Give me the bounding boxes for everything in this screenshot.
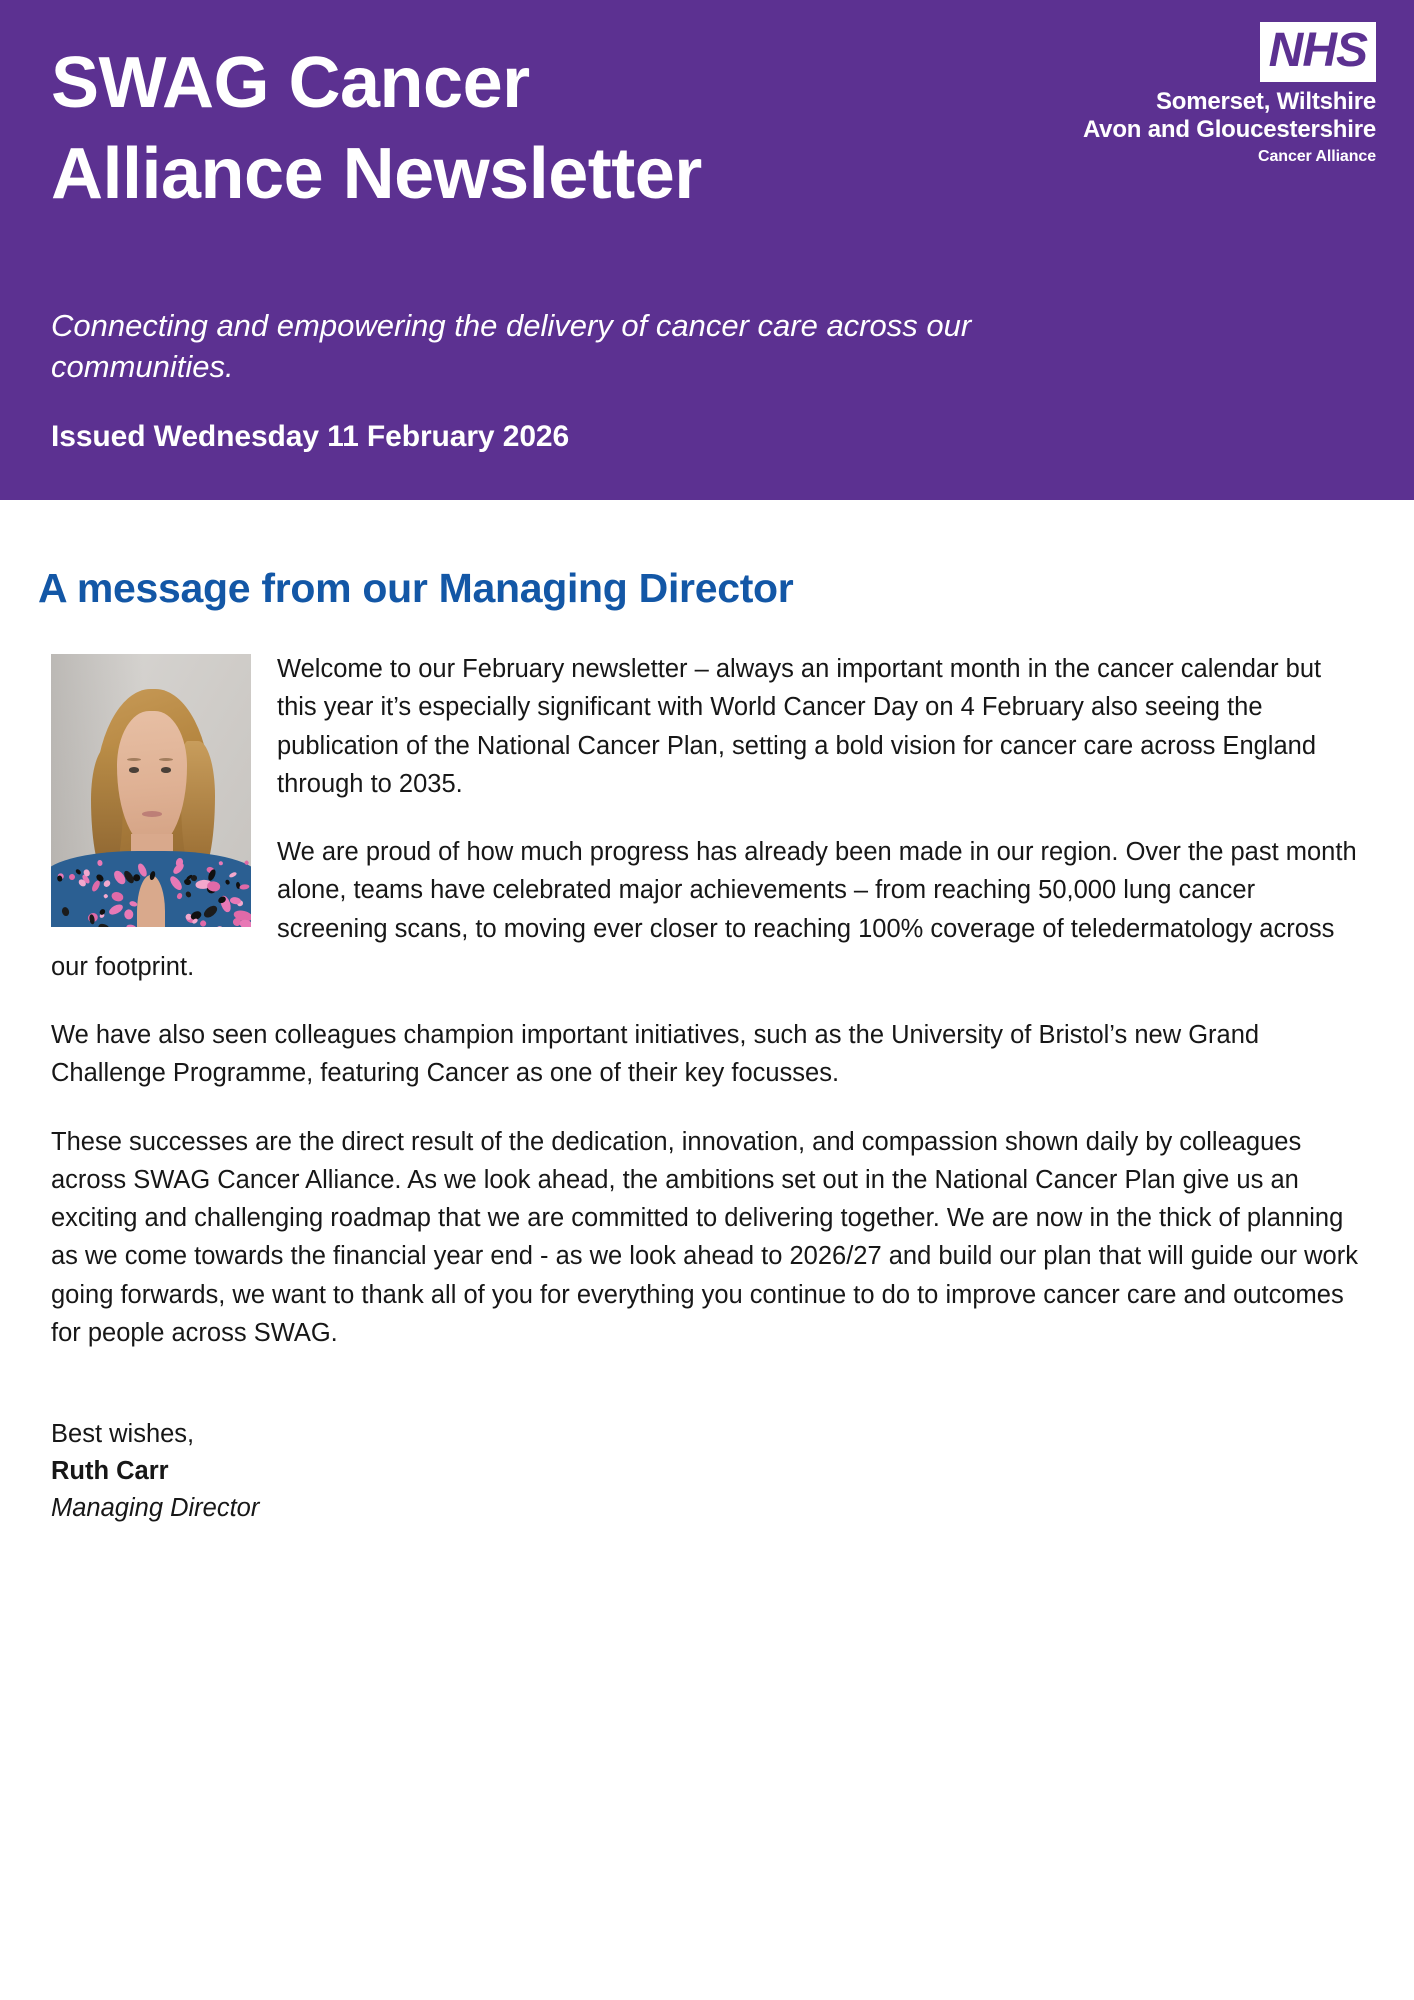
- photo-pattern-dot: [57, 876, 63, 883]
- photo-pattern-dot: [239, 919, 251, 927]
- issue-date: Issued Wednesday 11 February 2026: [51, 420, 570, 453]
- section-heading: A message from our Managing Director: [38, 565, 794, 611]
- photo-pattern-dot: [97, 860, 103, 867]
- paragraph-4: These successes are the direct result of the dedication, innovation, and compassion shown daily by colleagues across SWAG Cancer Alliance. As we look ahead, the ambitions set out in the National Cancer Plan give us an exciting and challenging roadmap that we are committed to delivering together. We are now in the thick of planning as we come towards the financial year end - as we look ahead to 2026/27 and build our plan that will guide our work going forwards, we want to thank all of you for everything you continue to do to improve cancer care and outcomes for people across SWAG.: [51, 1127, 1358, 1347]
- photo-pattern-dot: [111, 891, 125, 903]
- photo-pattern-dot: [103, 893, 108, 898]
- photo-pattern-dot: [102, 879, 111, 888]
- photo-blouse-pattern: [51, 654, 251, 927]
- nhs-strapline: [1083, 88, 1376, 145]
- photo-pattern-dot: [199, 920, 207, 927]
- photo-pattern-dot: [124, 908, 134, 919]
- managing-director-message: [51, 650, 1364, 1528]
- nhs-organisation-type: Cancer Alliance: [1258, 147, 1376, 165]
- photo-pattern-dot: [129, 901, 138, 908]
- paragraph-1: Welcome to our February newsletter – always an important month in the cancer calendar but this year it’s especially significant with World Cancer Day on 4 February also seeing the publication of the National Cancer Plan, setting a bold vision for cancer care across England through to 2035.: [277, 655, 1322, 798]
- signoff-name: Ruth Carr: [51, 1457, 169, 1486]
- photo-pattern-dot: [218, 861, 223, 865]
- photo-pattern-dot: [99, 908, 106, 916]
- photo-pattern-dot: [149, 870, 156, 880]
- photo-pattern-dot: [97, 921, 112, 927]
- photo-pattern-dot: [239, 884, 249, 890]
- nhs-strapline-line-2: Avon and Gloucestershire: [1082, 116, 1376, 144]
- main-content: [0, 500, 1414, 1528]
- signoff-role: Managing Director: [51, 1494, 260, 1523]
- photo-pattern-dot: [107, 902, 124, 916]
- header-banner: [0, 0, 1414, 500]
- paragraph-2: We are proud of how much progress has already been made in our region. Over the past month alone, teams have celebrated major achievements – from reaching 50,000 lung cancer screening scans, to moving ever closer to reaching 100% coverage of teledermatology across our footprint.: [51, 838, 1357, 981]
- nhs-logo: [1083, 22, 1376, 166]
- newsletter-tagline: Connecting and empowering the delivery of cancer care across our communities.: [51, 308, 972, 385]
- photo-pattern-dot: [126, 924, 137, 927]
- photo-pattern-dot: [75, 868, 82, 875]
- photo-pattern-dot: [184, 890, 192, 898]
- nhs-badge-icon: NHS: [1260, 22, 1376, 82]
- photo-pattern-dot: [168, 874, 184, 892]
- paragraph-3: We have also seen colleagues champion important initiatives, such as the University of Bristol’s new Grand Challenge Programme, featuring Cancer as one of their key focusses.: [51, 1021, 1260, 1088]
- photo-pattern-dot: [68, 874, 75, 881]
- photo-pattern-dot: [61, 906, 70, 917]
- photo-pattern-dot: [201, 904, 218, 920]
- photo-pattern-dot: [229, 872, 238, 879]
- title-line-2: Alliance Newsletter: [51, 133, 702, 214]
- signoff-block: [51, 1416, 1364, 1528]
- newsletter-title: [51, 38, 971, 219]
- photo-pattern-dot: [229, 897, 241, 905]
- photo-pattern-dot: [244, 860, 249, 865]
- managing-director-photo: [51, 654, 251, 927]
- signoff-greeting: Best wishes,: [51, 1420, 195, 1448]
- nhs-strapline-line-1: Somerset, Wiltshire: [1155, 88, 1376, 115]
- photo-pattern-dot: [176, 892, 183, 900]
- photo-pattern-dot: [225, 879, 231, 885]
- title-line-1: SWAG Cancer: [51, 43, 530, 123]
